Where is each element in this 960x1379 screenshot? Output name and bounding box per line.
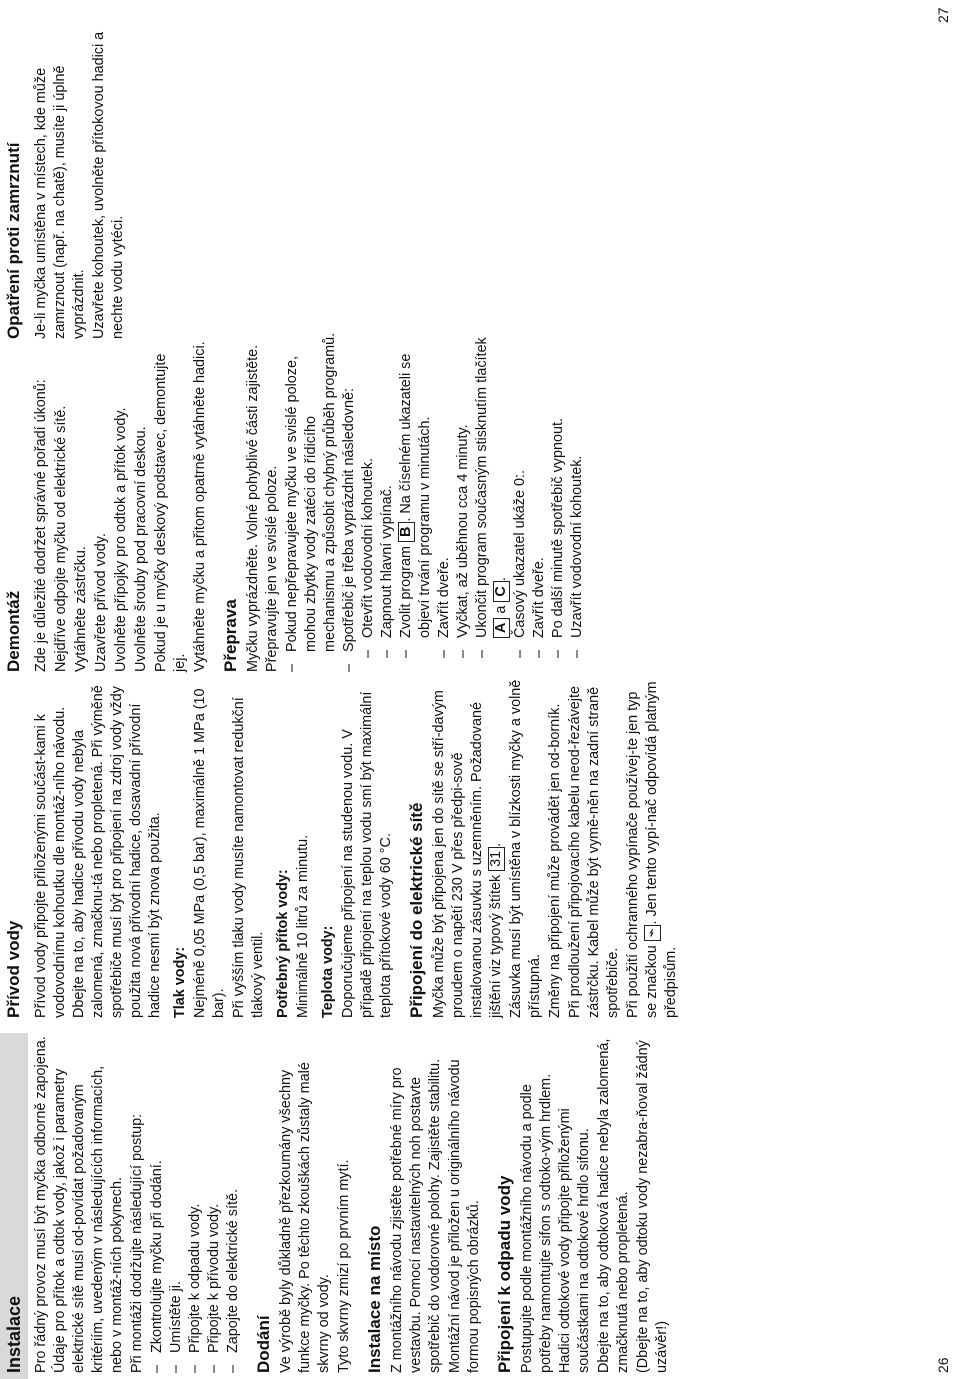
paragraph: Při vyšším tlaku vody musíte namontovat redukční tlakový ventil. bbox=[231, 697, 266, 1018]
breaker-mark-icon: ⌁ bbox=[644, 925, 661, 942]
transport-list bbox=[283, 332, 359, 672]
list-item: – Spotřebič je třeba vyprázdnit následovně: bbox=[340, 332, 359, 672]
list-item: – Po další minutě spotřebič vypnout. bbox=[549, 332, 568, 672]
text: . bbox=[488, 842, 504, 847]
paragraph: Doporučujeme připojení na studenou vodu. V případě připojení na teplou vodu smí být maximální teplota přítokové vody 60 °C. bbox=[340, 691, 394, 1018]
list-item: – Zapnout hlavní vypínač. bbox=[378, 332, 397, 672]
text: . bbox=[512, 470, 528, 474]
program-key-b: B bbox=[398, 522, 415, 542]
paragraph: Ve výrobě byly důkladně přezkoumány všechny funkce myčky. Po těchto zkouškách zůstaly malé skvrny od vody. bbox=[278, 1062, 332, 1373]
paragraph: Přívod vody připojte přiloženými součást-kami k vodovodnímu kohoutku dle montáž-ního návodu. Dbejte na to, aby hadice přívodu vody nebyla zalomená, zmačknu-tá nebo propletená. Při výměně spotřebiče musí být pro připojení na zdroj vody vždy použita nová přívodní hadice, dosavadní přívodní hadice nesmí být znova použita. bbox=[33, 685, 163, 1018]
figure-reference-badge: 31 bbox=[488, 847, 505, 871]
list-item: – Zkontrolujte myčku při dodání. bbox=[148, 1033, 167, 1373]
list-item: – Pokud nepřepravujete myčku ve svislé poloze, mohou zbytky vody zatéci do řídicího mechanismu a způsobit chybný průběh programů. bbox=[283, 332, 340, 672]
paragraph: Montážní návod je přiložen u originálního návodu formou popisných obrázků. bbox=[447, 1059, 482, 1373]
column-water-and-power bbox=[0, 678, 682, 1018]
column-installation bbox=[0, 1033, 673, 1373]
paragraph: Tyto skvrny zmizí po prvním mytí. bbox=[336, 1159, 352, 1373]
list-item: – Uzavřít vodovodní kohoutek. bbox=[568, 332, 587, 672]
paragraph bbox=[430, 678, 506, 1018]
paragraph: Je-li myčka umístěna v místech, kde může zamrznout (např. na chatě), musíte ji úplně vyprázdnit. bbox=[33, 65, 87, 339]
program-key-a: A bbox=[493, 618, 510, 638]
paragraph: Myčku vyprázdněte. Volné pohyblivé části zajistěte. Přepravujte jen ve svislé poloze. bbox=[245, 344, 280, 672]
heading-water-supply: Přívod vody bbox=[4, 920, 23, 1018]
paragraph: Uvolněte šrouby pod pracovní deskou. bbox=[133, 426, 149, 672]
display-readout: 0: bbox=[512, 474, 528, 487]
text: Časový ukazatel ukáže bbox=[512, 490, 528, 638]
list-item: – Připojte k odpadu vody. bbox=[186, 1033, 205, 1373]
list-item bbox=[397, 332, 435, 672]
heading-row bbox=[0, 9, 28, 339]
list-item: – Zavřít dveře. bbox=[530, 332, 549, 672]
heading-electrical-connection: Připojení do elektrické sítě bbox=[407, 802, 426, 1018]
list-item bbox=[473, 332, 511, 672]
text: Myčka může být připojena jen do sítě se stří-davým proudem o napětí 230 V přes předpi-sově instalovanou zásuvku s uzemněním. Požadované jištění viz typový štítek bbox=[431, 690, 504, 1018]
paragraph: Minimálně 10 litrů za minutu. bbox=[295, 834, 311, 1018]
paragraph: Zásuvka musí být umístěna v blízkosti myčky a volně přístupná. bbox=[508, 679, 543, 1018]
list-item: – Zavřít dveře. bbox=[435, 332, 454, 672]
text: . bbox=[493, 577, 509, 582]
list-item: – Otevřít vodovodní kohoutek. bbox=[359, 332, 378, 672]
page-number-left: 26 bbox=[935, 1357, 951, 1373]
heading-water-temperature: Teplota vody: bbox=[320, 925, 336, 1018]
paragraph: Vytáhněte myčku a přitom opatrně vytáhněte hadici. bbox=[192, 341, 208, 672]
text: Zvolit program bbox=[398, 546, 414, 638]
paragraph: Zde je důležité dodržet správné pořadí úkonů: bbox=[33, 379, 49, 672]
paragraph: Uvolněte přípojky pro odtok a přítok vody. bbox=[113, 407, 129, 672]
heading-frost-protection: Opatření proti zamrznutí bbox=[4, 142, 23, 339]
section-title: Instalace bbox=[4, 1295, 24, 1373]
list-item: – Umístěte ji. bbox=[167, 1033, 186, 1373]
text: Ukončit program současným stisknutím tlačítek bbox=[474, 337, 490, 638]
paragraph: Změny na připojení může provádět jen od-borník. bbox=[547, 703, 563, 1018]
paragraph: Postupujte podle montážního návodu a podle potřeby namontujte sifon s odtoko-vým hrdlem. Hadici odtokové vody připojte přiloženými součástkami na odtokové hrdlo sifonu. bbox=[519, 1073, 592, 1373]
paragraph: Při prodloužení připojovacího kabelu neod-řezávejte zástrčku. Kabel může být vymě-něn na zadní straně spotřebiče. bbox=[567, 686, 621, 1018]
text: . Na číselném ukazateli se objeví trvání programu v minutách. bbox=[398, 353, 433, 638]
program-key-c: C bbox=[493, 581, 510, 601]
paragraph: Dbejte na to, aby odtoková hadice nebyla zalomená, zmačknutá nebo propletená. bbox=[596, 1038, 631, 1373]
page-number-right: 27 bbox=[935, 7, 951, 23]
text: . Jen tento vypí-nač odpovídá platným předpisům. bbox=[644, 681, 679, 1018]
heading-installation-site: Instalace na místo bbox=[365, 1225, 384, 1373]
paragraph bbox=[624, 678, 681, 1018]
paragraph: Nejméně 0,05 MPa (0,5 bar), maximálně 1 MPa (10 bar). bbox=[192, 688, 227, 1018]
heading-row bbox=[0, 332, 28, 672]
list-item: – Vyčkat, až uběhnou cca 4 minuty. bbox=[454, 332, 473, 672]
paragraph: Vytáhněte zástrčku. bbox=[73, 546, 89, 672]
paragraph: (Dbejte na to, aby odtoku vody nezabra-ňoval žádný uzávěr!) bbox=[635, 1040, 670, 1373]
section-title-band bbox=[0, 1033, 28, 1379]
draining-steps bbox=[359, 332, 587, 672]
heading-water-flow: Potřebný přítok vody: bbox=[275, 869, 291, 1018]
heading-drain-connection: Připojení k odpadu vody bbox=[495, 1175, 514, 1373]
procedure-lead: Při montáži dodržujte následující postup: bbox=[129, 1113, 145, 1373]
paragraph: Uzavřete přívod vody. bbox=[93, 533, 109, 672]
paragraph: Nejdříve odpojte myčku od elektrické sítě. bbox=[53, 405, 69, 672]
intro-paragraph: Pro řádný provoz musí být myčka odborně zapojena. Údaje pro přítok a odtok vody, jakož i parametry elektrické sítě musí od-povídat požadovaným kritériím, uvedeným v následujících informacích, nebo v montáž-ních pokynech. bbox=[33, 1036, 125, 1373]
paragraph: Uzavřete kohoutek, uvolněte přítokovou hadici a nechte vodu vytéci. bbox=[91, 31, 126, 339]
procedure-steps bbox=[148, 1033, 243, 1373]
list-item: – Připojte k přívodu vody. bbox=[205, 1033, 224, 1373]
heading-delivery: Dodání bbox=[254, 1315, 273, 1373]
column-frost-protection bbox=[0, 9, 129, 339]
text: Při použití ochranného vypínače používej-te jen typ se značkou bbox=[625, 691, 660, 1018]
text: a bbox=[493, 605, 509, 614]
heading-row bbox=[0, 678, 28, 1018]
column-removal-transport bbox=[0, 332, 587, 672]
paragraph: Z montážního návodu zjistěte potřebné míry pro vestavbu. Pomocí nastavitelných noh postavte spotřebič do vodorovné polohy. Zajistěte stabilitu. bbox=[389, 1058, 443, 1373]
heading-transport: Přeprava bbox=[221, 599, 240, 672]
list-item: – Zapojte do elektrické sítě. bbox=[224, 1033, 243, 1373]
heading-removal: Demontáž bbox=[4, 590, 23, 672]
list-item bbox=[511, 332, 530, 672]
paragraph: Pokud je u myčky deskový podstavec, demontujte jej. bbox=[153, 353, 188, 672]
heading-water-pressure: Tlak vody: bbox=[172, 946, 188, 1018]
